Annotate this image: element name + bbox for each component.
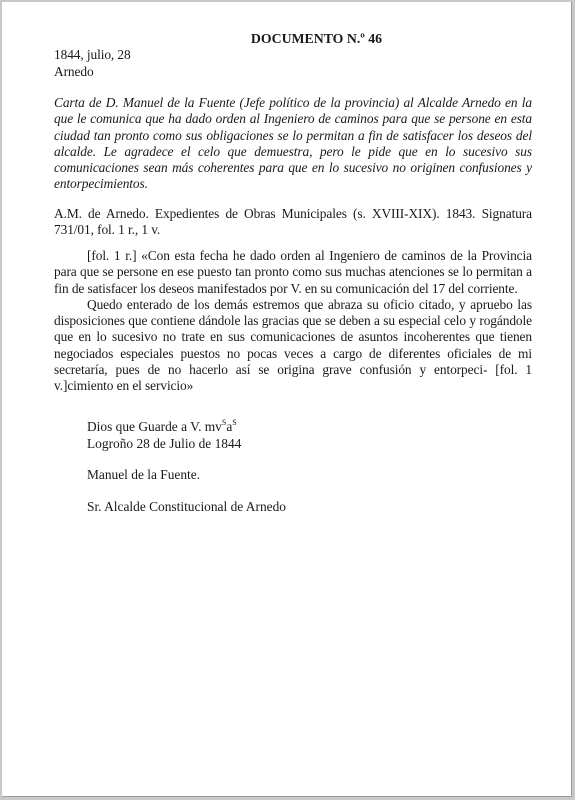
document-page: [2, 2, 572, 797]
letter-body: [54, 248, 532, 395]
closing-date: Logroño 28 de Julio de 1844: [87, 436, 242, 451]
document-date: 1844, julio, 28: [54, 47, 131, 62]
letter-paragraph-1: [fol. 1 r.] «Con esta fecha he dado orden al Ingeniero de caminos de la Provincia para que se persone en ese puesto tan pronto como sus muchas atenciones se lo permitan a fin de satisfacer los deseos manifestados por V. en su comunicación del 17 del corriente.: [54, 248, 532, 296]
closing-salutation: [87, 419, 507, 435]
signature-name: Manuel de la Fuente.: [87, 467, 201, 482]
document-title: DOCUMENTO N.º 46: [250, 31, 383, 46]
closing-superscript-2: S: [232, 418, 237, 427]
archive-reference: A.M. de Arnedo. Expedientes de Obras Municipales (s. XVIII-XIX). 1843. Signatura 731/01, fol. 1 r., 1 v.: [54, 206, 532, 238]
closing-salutation-text: Dios que Guarde a V. mv: [87, 419, 222, 434]
closing-superscript-1: S: [221, 418, 227, 427]
recipient-line: Sr. Alcalde Constitucional de Arnedo: [87, 499, 286, 514]
closing-salutation-mid: a: [226, 419, 233, 434]
letter-paragraph-2: Quedo enterado de los demás estremos que abraza su oficio citado, y apruebo las disposiciones que contiene dándole las gracias que se deben a su especial celo y rogándole que en lo sucesivo no trate en sus comunicaciones de asuntos incoherentes que tienen negociados especiales puestos no pocas veces a cargo de diferentes oficiales de mi secretaría, pues de no hacerlo así se origina grave confusión y entorpeci- [fol. 1 v.]cimiento en el servicio»: [54, 296, 532, 394]
document-place: Arnedo: [54, 64, 94, 79]
document-summary: Carta de D. Manuel de la Fuente (Jefe político de la provincia) al Alcalde Arnedo en la que le comunica que ha dado orden al Ingeniero de caminos para que se persone en esta ciudad tan pronto como sus obligaciones se lo permitan a fin de satisfacer los deseos del alcalde. Le agradece el celo que demuestra, pero le pide que en lo sucesivo sus comunicaciones sean más coherentes para que en lo sucesivo no originen confusiones y entorpecimientos.: [54, 95, 532, 192]
